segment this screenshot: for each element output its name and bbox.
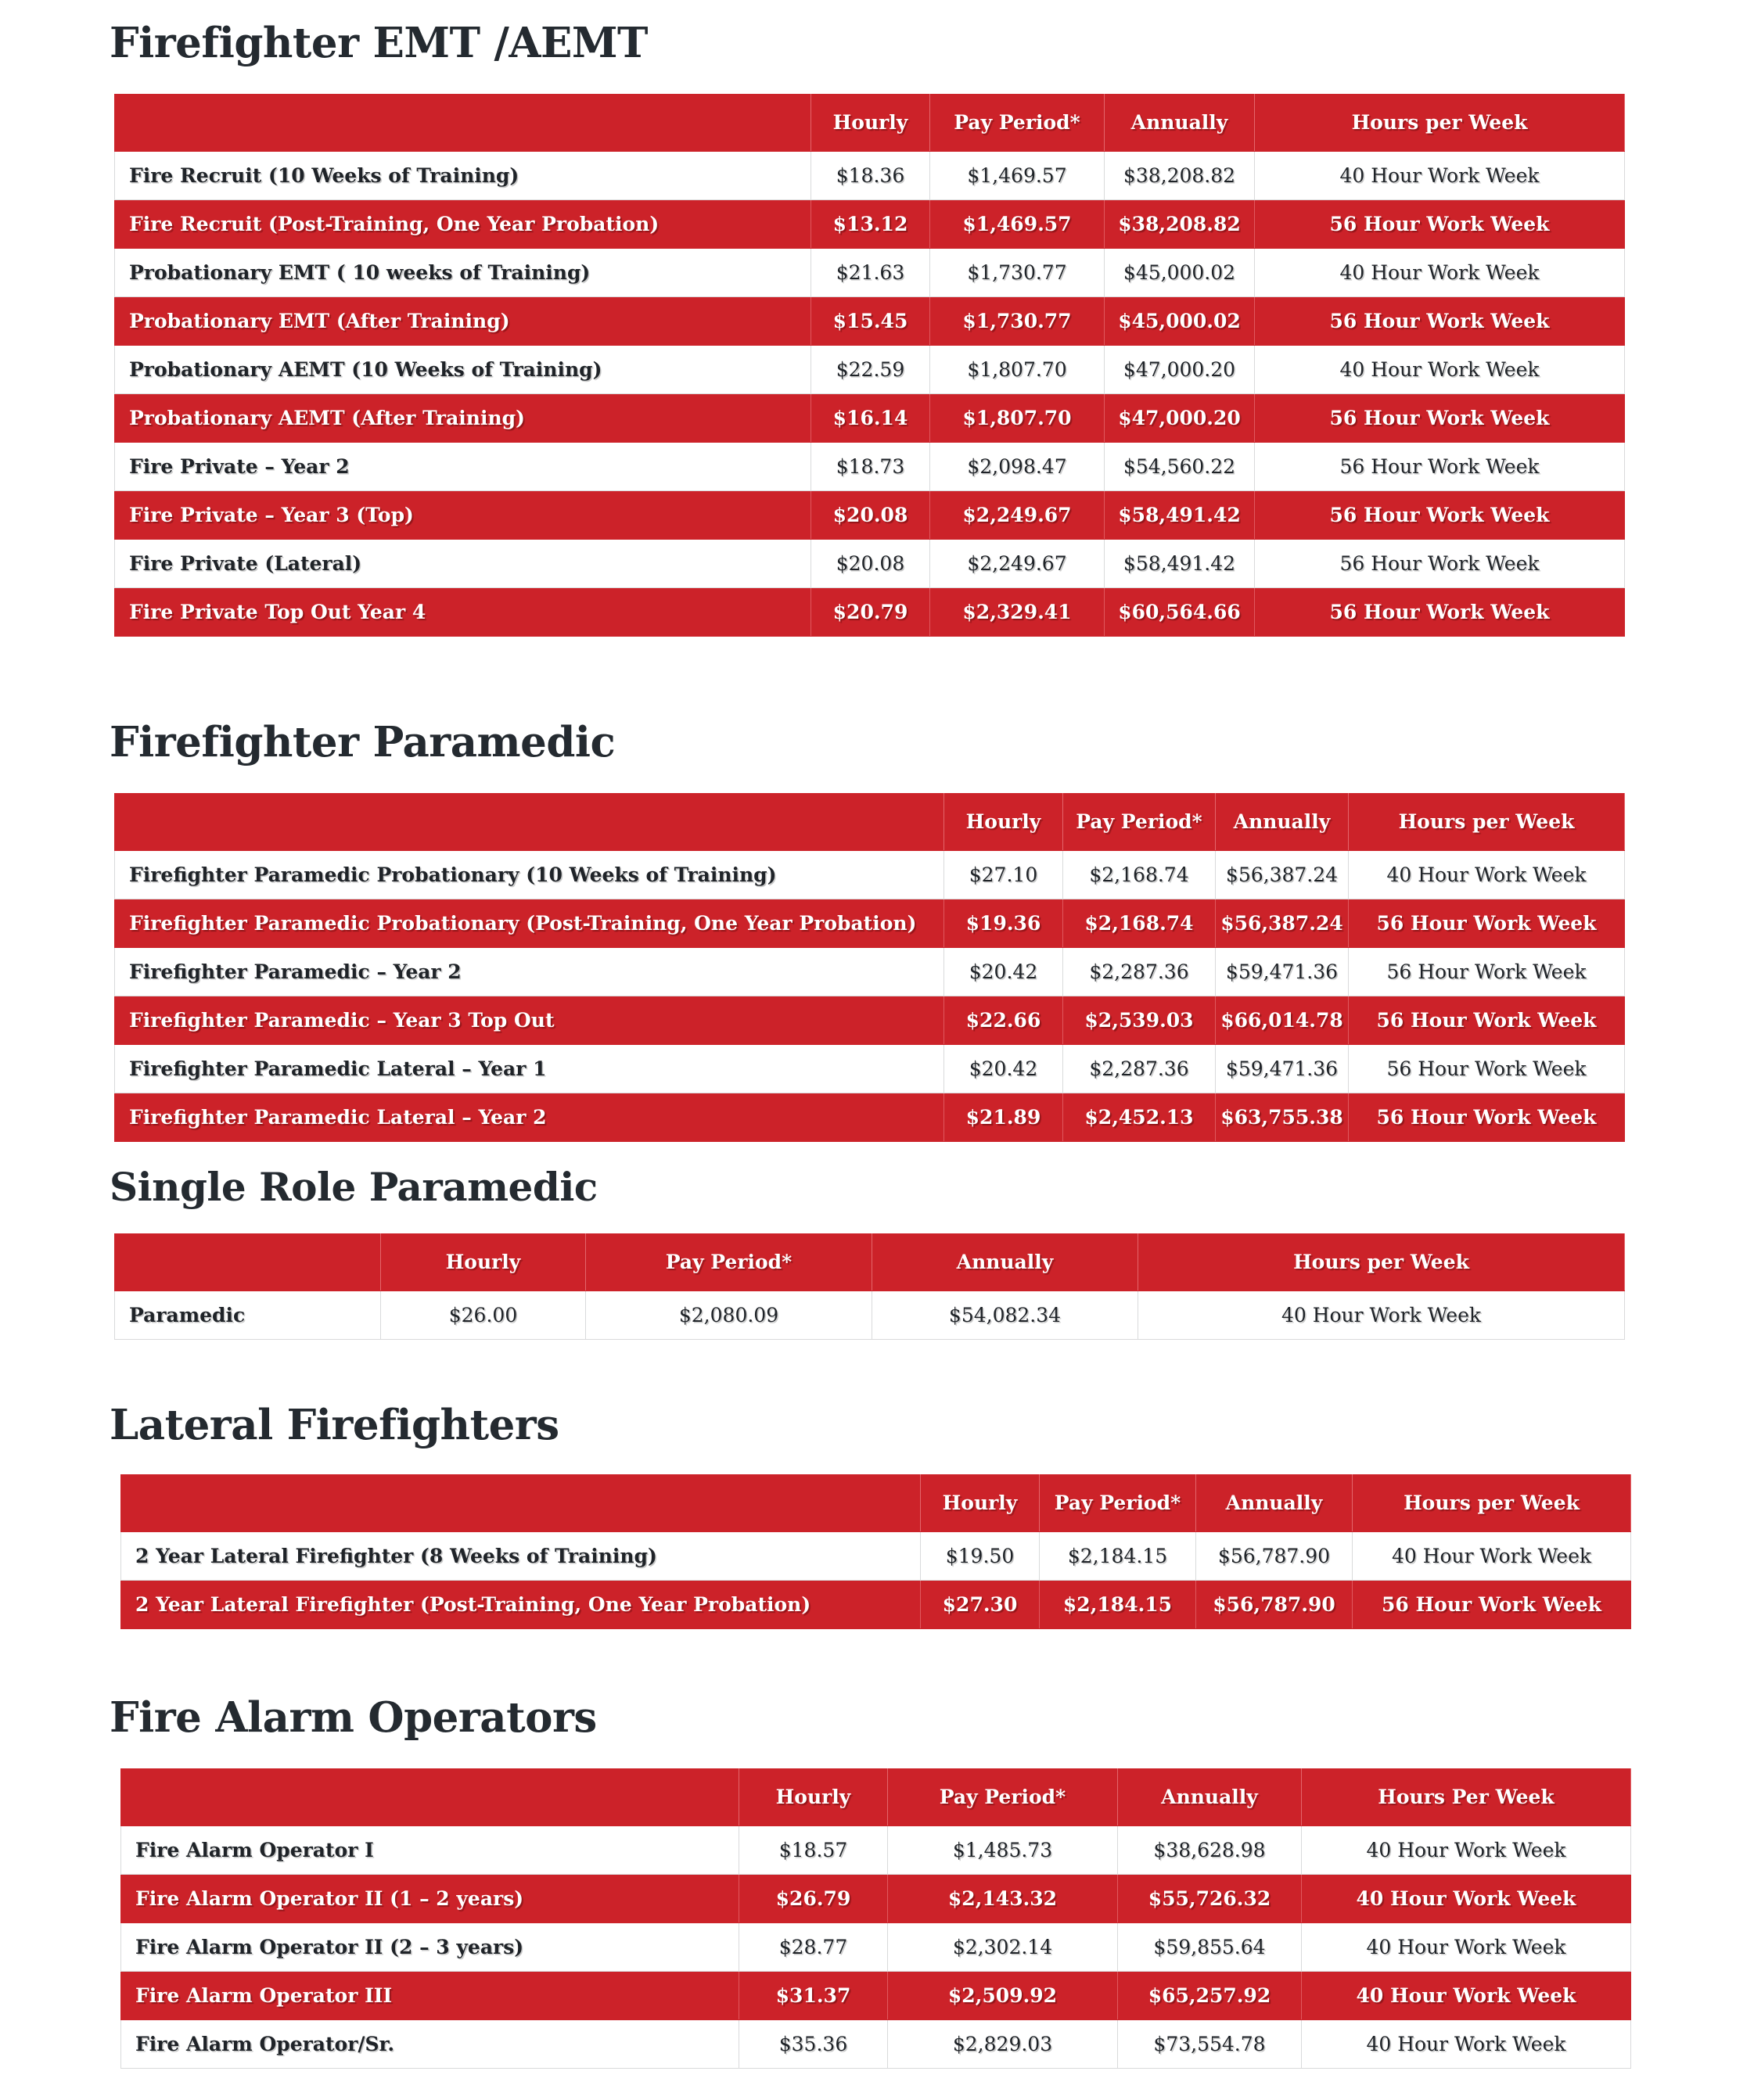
- table-body: [115, 851, 1625, 1142]
- cell-hourly: $20.79: [811, 588, 930, 637]
- cell-pay-period: $1,469.57: [930, 152, 1105, 200]
- column-header-annually: Annually: [1118, 1769, 1302, 1826]
- column-header-role: [121, 1475, 921, 1532]
- cell-role: Fire Alarm Operator II (1 – 2 years): [121, 1875, 739, 1923]
- table-body: [115, 152, 1625, 637]
- cell-pay-period: $2,302.14: [888, 1923, 1118, 1972]
- cell-hourly: $31.37: [739, 1972, 888, 2020]
- cell-hours: 56 Hour Work Week: [1255, 443, 1625, 491]
- cell-role: Probationary AEMT (10 Weeks of Training): [115, 346, 811, 394]
- table-header: [115, 1234, 1625, 1291]
- cell-role: Firefighter Paramedic – Year 3 Top Out: [115, 996, 944, 1045]
- cell-annually: $58,491.42: [1105, 491, 1255, 540]
- cell-annually: $47,000.20: [1105, 394, 1255, 443]
- cell-hourly: $19.50: [921, 1532, 1040, 1581]
- cell-role: Firefighter Paramedic Lateral – Year 2: [115, 1093, 944, 1142]
- cell-pay-period: $2,080.09: [586, 1291, 872, 1340]
- table-row: [121, 1972, 1631, 2020]
- cell-hours: 56 Hour Work Week: [1349, 1045, 1625, 1093]
- table-row: [115, 297, 1625, 346]
- cell-role: Fire Alarm Operator I: [121, 1826, 739, 1875]
- cell-hours: 40 Hour Work Week: [1255, 346, 1625, 394]
- cell-role: Firefighter Paramedic Lateral – Year 1: [115, 1045, 944, 1093]
- section-fire-alarm-operators: [0, 1629, 1754, 2069]
- cell-role: Firefighter Paramedic Probationary (10 Weeks of Training): [115, 851, 944, 899]
- cell-hourly: $18.73: [811, 443, 930, 491]
- cell-pay-period: $2,829.03: [888, 2020, 1118, 2069]
- cell-pay-period: $2,452.13: [1063, 1093, 1216, 1142]
- cell-role: Probationary AEMT (After Training): [115, 394, 811, 443]
- table-row: [115, 346, 1625, 394]
- table-body: [121, 1532, 1631, 1629]
- cell-annually: $60,564.66: [1105, 588, 1255, 637]
- column-header-role: [115, 794, 944, 851]
- table-row: [115, 899, 1625, 948]
- cell-pay-period: $2,168.74: [1063, 899, 1216, 948]
- cell-role: Fire Private – Year 3 (Top): [115, 491, 811, 540]
- cell-role: Fire Recruit (Post-Training, One Year Probation): [115, 200, 811, 249]
- cell-annually: $65,257.92: [1118, 1972, 1302, 2020]
- cell-hourly: $18.36: [811, 152, 930, 200]
- cell-hourly: $26.00: [381, 1291, 586, 1340]
- cell-role: Fire Alarm Operator II (2 – 3 years): [121, 1923, 739, 1972]
- cell-hourly: $21.63: [811, 249, 930, 297]
- cell-pay-period: $2,249.67: [930, 540, 1105, 588]
- column-header-role: [115, 95, 811, 152]
- cell-pay-period: $1,730.77: [930, 249, 1105, 297]
- section-title-lateral-firefighters: Lateral Firefighters: [110, 1401, 559, 1449]
- section-title-firefighter-paramedic: Firefighter Paramedic: [110, 718, 616, 766]
- cell-hourly: $19.36: [944, 899, 1063, 948]
- table-row: [115, 996, 1625, 1045]
- cell-role: Paramedic: [115, 1291, 381, 1340]
- cell-hourly: $28.77: [739, 1923, 888, 1972]
- cell-annually: $59,855.64: [1118, 1923, 1302, 1972]
- table-header: [121, 1475, 1631, 1532]
- section-lateral-firefighters: [0, 1340, 1754, 1629]
- cell-hourly: $22.59: [811, 346, 930, 394]
- table-header: [115, 95, 1625, 152]
- table-row: [115, 948, 1625, 996]
- cell-hours: 40 Hour Work Week: [1138, 1291, 1625, 1340]
- cell-annually: $58,491.42: [1105, 540, 1255, 588]
- cell-hours: 56 Hour Work Week: [1349, 1093, 1625, 1142]
- cell-hourly: $22.66: [944, 996, 1063, 1045]
- cell-hours: 56 Hour Work Week: [1255, 491, 1625, 540]
- pay-table-fire-alarm-operators: [120, 1768, 1631, 2069]
- cell-hours: 56 Hour Work Week: [1349, 996, 1625, 1045]
- cell-hourly: $21.89: [944, 1093, 1063, 1142]
- column-header-pay-period: Pay Period*: [586, 1234, 872, 1291]
- cell-role: Probationary EMT ( 10 weeks of Training): [115, 249, 811, 297]
- cell-annually: $66,014.78: [1216, 996, 1349, 1045]
- column-header-hourly: Hourly: [811, 95, 930, 152]
- cell-pay-period: $2,287.36: [1063, 1045, 1216, 1093]
- table-header: [115, 794, 1625, 851]
- cell-pay-period: $2,143.32: [888, 1875, 1118, 1923]
- cell-role: Fire Recruit (10 Weeks of Training): [115, 152, 811, 200]
- column-header-hourly: Hourly: [944, 794, 1063, 851]
- table-row: [115, 152, 1625, 200]
- column-header-pay-period: Pay Period*: [930, 95, 1105, 152]
- cell-annually: $56,387.24: [1216, 899, 1349, 948]
- cell-hours: 40 Hour Work Week: [1302, 1826, 1631, 1875]
- table-row: [115, 1093, 1625, 1142]
- cell-hours: 56 Hour Work Week: [1255, 540, 1625, 588]
- cell-hours: 56 Hour Work Week: [1255, 394, 1625, 443]
- cell-hours: 40 Hour Work Week: [1255, 152, 1625, 200]
- column-header-annually: Annually: [1105, 95, 1255, 152]
- column-header-hourly: Hourly: [381, 1234, 586, 1291]
- cell-pay-period: $1,485.73: [888, 1826, 1118, 1875]
- section-firefighter-paramedic: [0, 637, 1754, 1142]
- table-row: [121, 1826, 1631, 1875]
- cell-pay-period: $2,249.67: [930, 491, 1105, 540]
- pay-table-single-role-paramedic: [114, 1233, 1625, 1340]
- table-row: [121, 1923, 1631, 1972]
- cell-pay-period: $2,098.47: [930, 443, 1105, 491]
- cell-hours: 40 Hour Work Week: [1349, 851, 1625, 899]
- column-header-hours-per-week: Hours per Week: [1138, 1234, 1625, 1291]
- column-header-pay-period: Pay Period*: [888, 1769, 1118, 1826]
- cell-pay-period: $2,539.03: [1063, 996, 1216, 1045]
- table-row: [115, 200, 1625, 249]
- cell-pay-period: $2,509.92: [888, 1972, 1118, 2020]
- table-row: [121, 1875, 1631, 1923]
- cell-annually: $38,208.82: [1105, 200, 1255, 249]
- column-header-role: [121, 1769, 739, 1826]
- cell-annually: $56,787.90: [1196, 1581, 1353, 1629]
- cell-hours: 56 Hour Work Week: [1353, 1581, 1631, 1629]
- cell-annually: $56,787.90: [1196, 1532, 1353, 1581]
- table-row: [115, 1045, 1625, 1093]
- column-header-annually: Annually: [1196, 1475, 1353, 1532]
- column-header-annually: Annually: [1216, 794, 1349, 851]
- table-header: [121, 1769, 1631, 1826]
- cell-role: Probationary EMT (After Training): [115, 297, 811, 346]
- table-row: [121, 1581, 1631, 1629]
- column-header-annually: Annually: [872, 1234, 1138, 1291]
- cell-pay-period: $2,184.15: [1040, 1581, 1196, 1629]
- cell-pay-period: $2,287.36: [1063, 948, 1216, 996]
- cell-pay-period: $2,168.74: [1063, 851, 1216, 899]
- cell-pay-period: $1,807.70: [930, 394, 1105, 443]
- column-header-role: [115, 1234, 381, 1291]
- cell-role: Fire Private (Lateral): [115, 540, 811, 588]
- table-row: [121, 1532, 1631, 1581]
- table-row: [115, 394, 1625, 443]
- pay-table-lateral-firefighters: [120, 1474, 1631, 1629]
- cell-annually: $55,726.32: [1118, 1875, 1302, 1923]
- header-row: [121, 1769, 1631, 1826]
- cell-pay-period: $1,807.70: [930, 346, 1105, 394]
- cell-role: Fire Private – Year 2: [115, 443, 811, 491]
- cell-hourly: $27.30: [921, 1581, 1040, 1629]
- cell-annually: $54,560.22: [1105, 443, 1255, 491]
- cell-hours: 56 Hour Work Week: [1255, 200, 1625, 249]
- cell-annually: $59,471.36: [1216, 1045, 1349, 1093]
- cell-annually: $59,471.36: [1216, 948, 1349, 996]
- cell-hours: 40 Hour Work Week: [1302, 1923, 1631, 1972]
- column-header-hourly: Hourly: [739, 1769, 888, 1826]
- cell-hourly: $35.36: [739, 2020, 888, 2069]
- column-header-hours-per-week: Hours per Week: [1353, 1475, 1631, 1532]
- column-header-hours-per-week: Hours per Week: [1349, 794, 1625, 851]
- cell-hours: 40 Hour Work Week: [1255, 249, 1625, 297]
- cell-role: Firefighter Paramedic Probationary (Post-Training, One Year Probation): [115, 899, 944, 948]
- pay-table-firefighter-emt-aemt: [114, 94, 1625, 637]
- cell-pay-period: $2,184.15: [1040, 1532, 1196, 1581]
- cell-hourly: $20.08: [811, 540, 930, 588]
- header-row: [121, 1475, 1631, 1532]
- cell-role: Fire Alarm Operator/Sr.: [121, 2020, 739, 2069]
- column-header-pay-period: Pay Period*: [1063, 794, 1216, 851]
- cell-hours: 40 Hour Work Week: [1353, 1532, 1631, 1581]
- section-title-single-role-paramedic: Single Role Paramedic: [110, 1164, 598, 1210]
- cell-role: 2 Year Lateral Firefighter (Post-Training, One Year Probation): [121, 1581, 921, 1629]
- column-header-pay-period: Pay Period*: [1040, 1475, 1196, 1532]
- header-row: [115, 1234, 1625, 1291]
- cell-hours: 56 Hour Work Week: [1349, 899, 1625, 948]
- cell-hourly: $18.57: [739, 1826, 888, 1875]
- cell-pay-period: $1,469.57: [930, 200, 1105, 249]
- cell-hours: 56 Hour Work Week: [1255, 297, 1625, 346]
- table-row: [115, 540, 1625, 588]
- cell-annually: $73,554.78: [1118, 2020, 1302, 2069]
- cell-annually: $38,208.82: [1105, 152, 1255, 200]
- cell-hourly: $16.14: [811, 394, 930, 443]
- cell-annually: $47,000.20: [1105, 346, 1255, 394]
- cell-pay-period: $2,329.41: [930, 588, 1105, 637]
- cell-pay-period: $1,730.77: [930, 297, 1105, 346]
- table-row: [121, 2020, 1631, 2069]
- header-row: [115, 794, 1625, 851]
- table-row: [115, 1291, 1625, 1340]
- table-body: [115, 1291, 1625, 1340]
- section-firefighter-emt-aemt: [0, 0, 1754, 637]
- cell-role: 2 Year Lateral Firefighter (8 Weeks of Training): [121, 1532, 921, 1581]
- cell-hourly: $27.10: [944, 851, 1063, 899]
- section-title-fire-alarm-operators: Fire Alarm Operators: [110, 1693, 597, 1742]
- column-header-hourly: Hourly: [921, 1475, 1040, 1532]
- cell-annually: $56,387.24: [1216, 851, 1349, 899]
- header-row: [115, 95, 1625, 152]
- pay-table-firefighter-paramedic: [114, 793, 1625, 1142]
- column-header-hours-per-week: Hours per Week: [1255, 95, 1625, 152]
- cell-hourly: $13.12: [811, 200, 930, 249]
- cell-hourly: $26.79: [739, 1875, 888, 1923]
- column-header-hours-per-week: Hours Per Week: [1302, 1769, 1631, 1826]
- cell-hours: 56 Hour Work Week: [1349, 948, 1625, 996]
- table-row: [115, 491, 1625, 540]
- table-row: [115, 588, 1625, 637]
- cell-annually: $38,628.98: [1118, 1826, 1302, 1875]
- cell-hours: 40 Hour Work Week: [1302, 2020, 1631, 2069]
- cell-hours: 40 Hour Work Week: [1302, 1875, 1631, 1923]
- cell-role: Firefighter Paramedic – Year 2: [115, 948, 944, 996]
- section-single-role-paramedic: [0, 1142, 1754, 1340]
- table-body: [121, 1826, 1631, 2069]
- table-row: [115, 851, 1625, 899]
- cell-hourly: $20.42: [944, 1045, 1063, 1093]
- cell-hourly: $20.08: [811, 491, 930, 540]
- cell-hourly: $20.42: [944, 948, 1063, 996]
- cell-role: Fire Alarm Operator III: [121, 1972, 739, 2020]
- table-row: [115, 249, 1625, 297]
- cell-annually: $63,755.38: [1216, 1093, 1349, 1142]
- cell-role: Fire Private Top Out Year 4: [115, 588, 811, 637]
- cell-annually: $45,000.02: [1105, 249, 1255, 297]
- table-row: [115, 443, 1625, 491]
- cell-annually: $54,082.34: [872, 1291, 1138, 1340]
- cell-hours: 40 Hour Work Week: [1302, 1972, 1631, 2020]
- cell-hourly: $15.45: [811, 297, 930, 346]
- page-title: Firefighter EMT /AEMT: [110, 19, 648, 67]
- cell-annually: $45,000.02: [1105, 297, 1255, 346]
- cell-hours: 56 Hour Work Week: [1255, 588, 1625, 637]
